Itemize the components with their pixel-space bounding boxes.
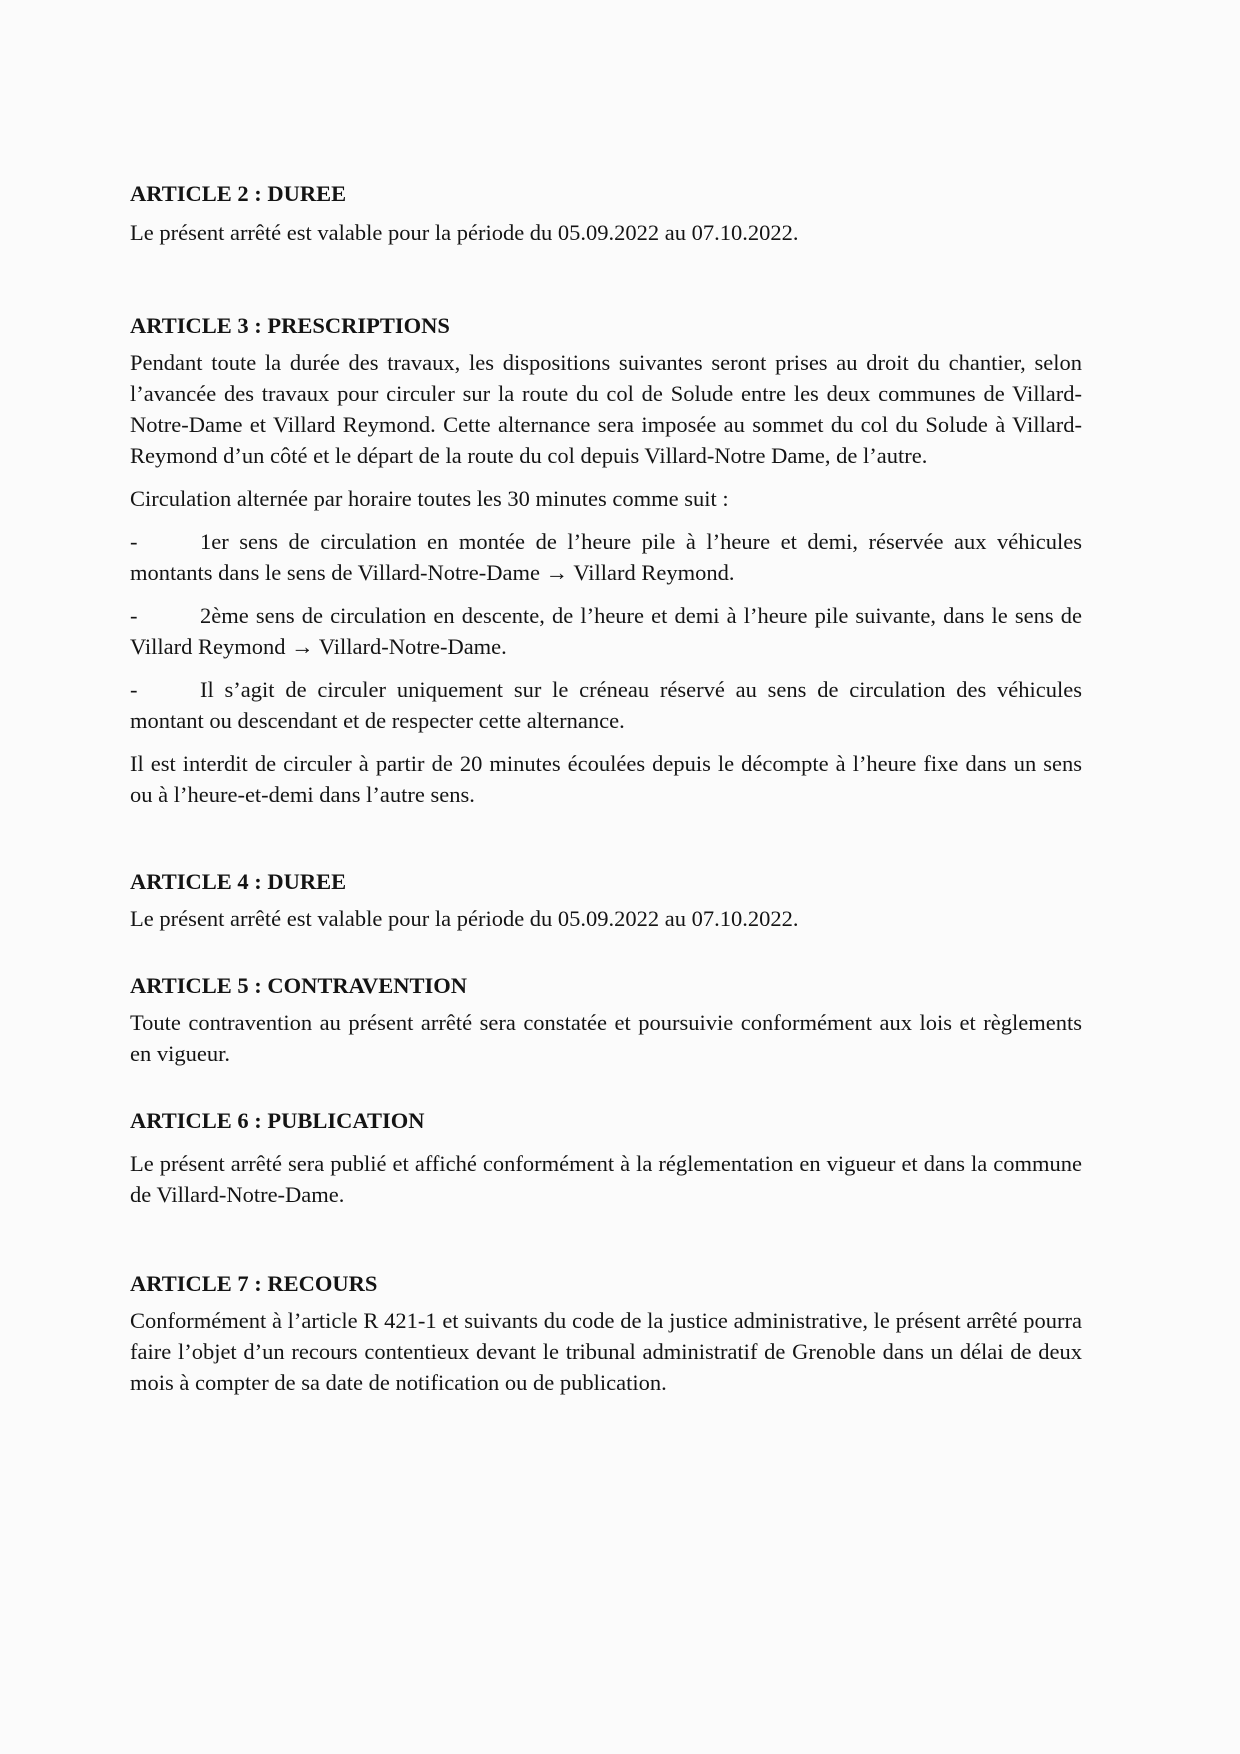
article-4-text: Le présent arrêté est valable pour la période du 05.09.2022 au 07.10.2022. [130, 906, 799, 931]
article-4 [130, 866, 1082, 934]
bullet-dash: - [130, 529, 138, 554]
article-2-heading: ARTICLE 2 : DUREE [130, 181, 347, 206]
bullet-dash: - [130, 677, 138, 702]
bullet-text: Il s’agit de circuler uniquement sur le créneau réservé au sens de circulation des véhicules montant ou descendant et de respecter cette alternance. [130, 677, 1082, 733]
document-body [130, 178, 1082, 1398]
article-7-text: Conformément à l’article R 421-1 et suivants du code de la justice administrative, le présent arrêté pourra faire l’objet d’un recours contentieux devant le tribunal administratif de Grenoble dans un délai de deux mois à compter de sa date de notification ou de publication. [130, 1308, 1082, 1395]
article-4-heading: ARTICLE 4 : DUREE [130, 869, 347, 894]
article-3-paragraph-2: Circulation alternée par horaire toutes les 30 minutes comme suit : [130, 486, 729, 511]
article-2-text: Le présent arrêté est valable pour la période du 05.09.2022 au 07.10.2022. [130, 220, 799, 245]
article-5-heading: ARTICLE 5 : CONTRAVENTION [130, 973, 467, 998]
article-3-paragraph-1: Pendant toute la durée des travaux, les dispositions suivantes seront prises au droit du chantier, selon l’avancée des travaux pour circuler sur la route du col de Solude entre les deux communes de Villard-Notre-Dame et Villard Reymond. Cette alternance sera imposée au sommet du col du Solude à Villard-Reymond d’un côté et le départ de la route du col depuis Villard-Notre Dame, de l’autre. [130, 350, 1082, 468]
article-6-heading: ARTICLE 6 : PUBLICATION [130, 1108, 425, 1133]
article-6 [130, 1105, 1082, 1210]
bullet-dash: - [130, 603, 138, 628]
article-3-bullet-1 [130, 526, 1082, 588]
article-3-paragraph-3: Il est interdit de circuler à partir de 20 minutes écoulées depuis le décompte à l’heure fixe dans un sens ou à l’heure-et-demi dans l’autre sens. [130, 751, 1082, 807]
article-7-heading: ARTICLE 7 : RECOURS [130, 1271, 378, 1296]
article-3 [130, 310, 1082, 810]
article-3-bullet-3 [130, 674, 1082, 736]
article-5 [130, 970, 1082, 1069]
article-3-heading: ARTICLE 3 : PRESCRIPTIONS [130, 313, 450, 338]
article-5-text: Toute contravention au présent arrêté sera constatée et poursuivie conformément aux lois et règlements en vigueur. [130, 1010, 1082, 1066]
bullet-text: 2ème sens de circulation en descente, de l’heure et demi à l’heure pile suivante, dans le sens de Villard Reymond → Villard-Notre-Dame. [130, 603, 1082, 659]
show-through-text [760, 140, 765, 168]
article-3-bullet-2 [130, 600, 1082, 662]
article-7 [130, 1268, 1082, 1398]
article-2 [130, 178, 1082, 248]
article-6-text: Le présent arrêté sera publié et affiché conformément à la réglementation en vigueur et dans la commune de Villard-Notre-Dame. [130, 1151, 1082, 1207]
bullet-text: 1er sens de circulation en montée de l’heure pile à l’heure et demi, réservée aux véhicules montants dans le sens de Villard-Notre-Dame → Villard Reymond. [130, 529, 1082, 585]
